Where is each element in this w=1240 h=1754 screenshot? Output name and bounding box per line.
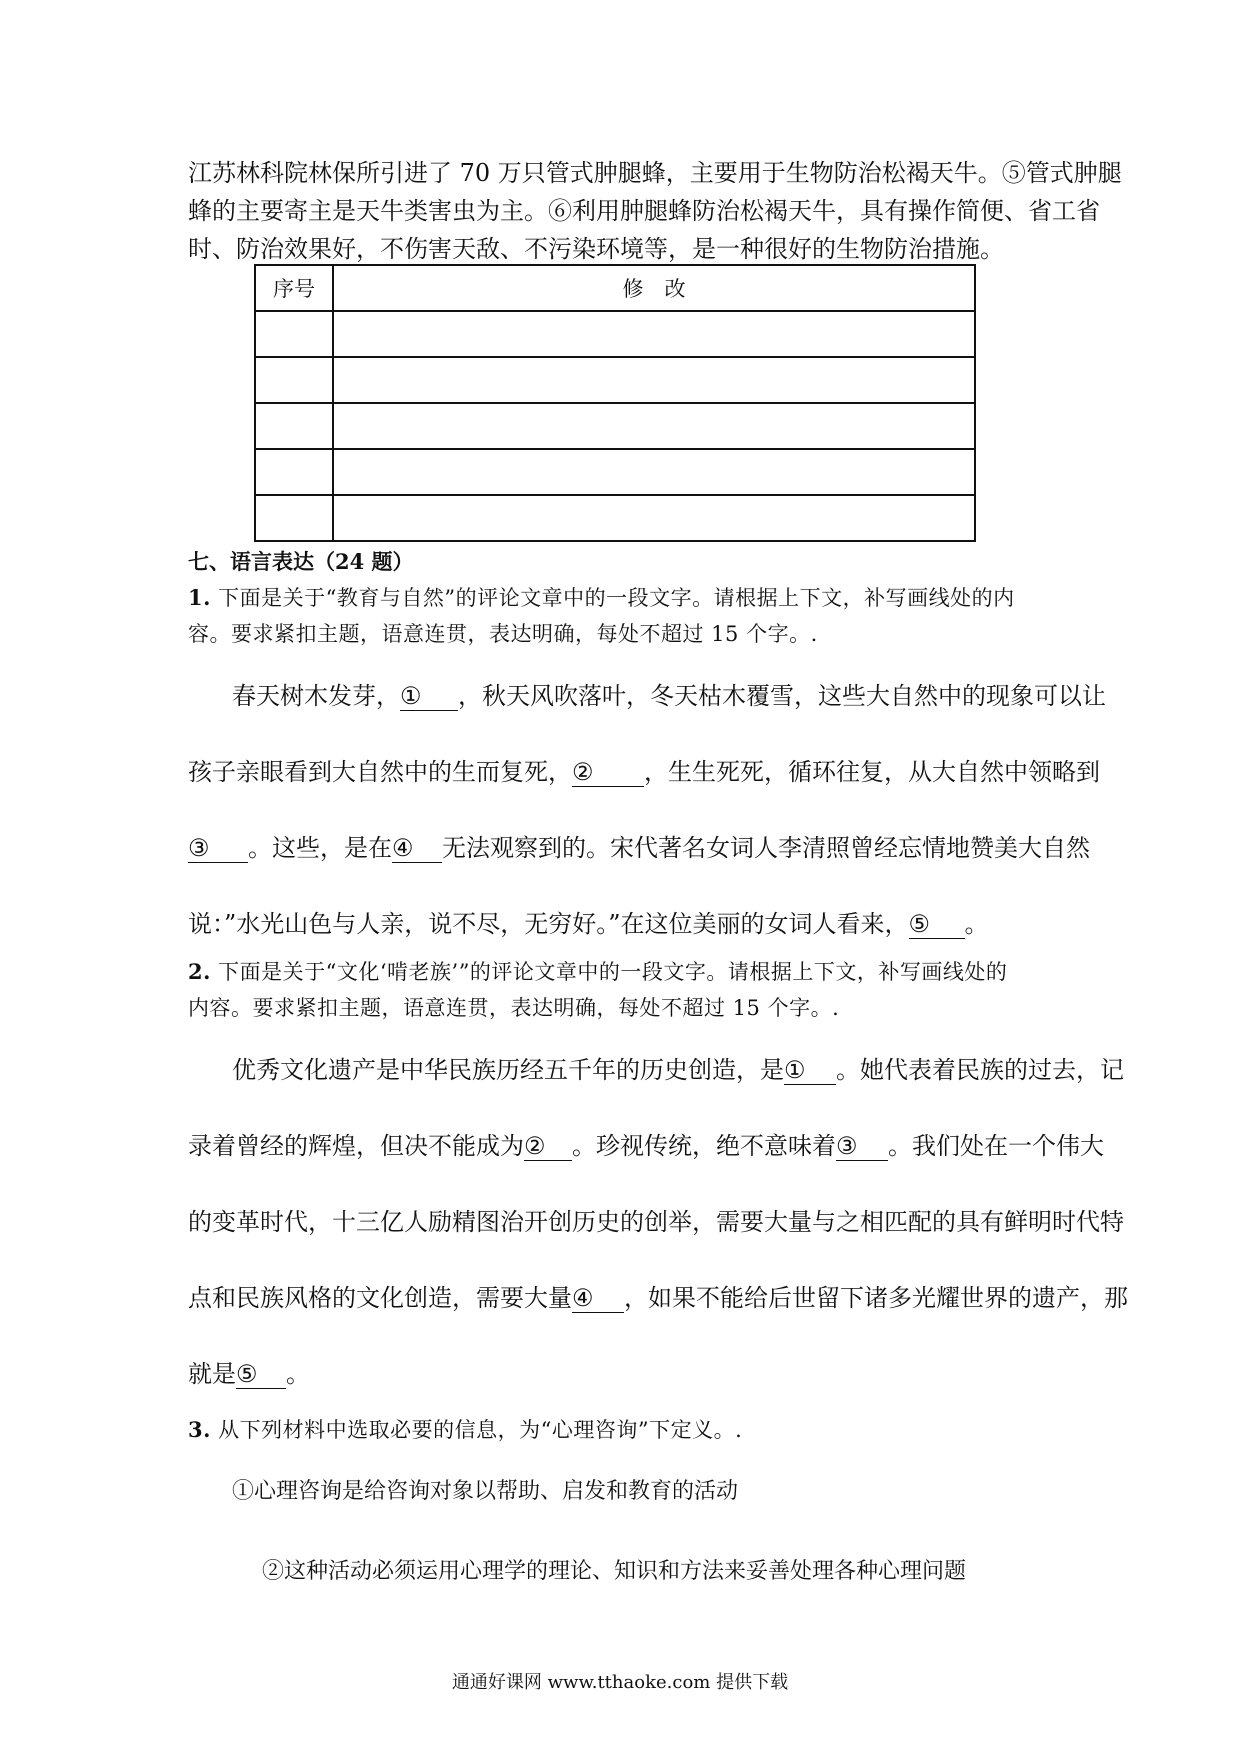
blank-3: ③ [836,1132,888,1161]
intro-line-3: 时、防治效果好，不伤害天敌、不污染环境等，是一种很好的生物防治措施。 [188,235,1004,263]
blank-5: ⑤ [909,910,965,939]
q2-line-1: 2. 下面是关于“文化‘啃老族’”的评论文章中的一段文字。请根据上下文，补写画线处的 [188,959,1008,984]
q1-passage-line-2: 孩子亲眼看到大自然中的生而复死，② ，生生死死，循环往复，从大自然中领略到 [188,758,1100,786]
intro-paragraph [188,154,1122,268]
table-row [255,449,975,495]
table-header-number: 序号 [255,265,333,311]
question-3-prompt [188,1412,1068,1448]
q2-passage-line-4: 点和民族风格的文化创造，需要大量④ ，如果不能给后世留下诸多光耀世界的遗产，那 [188,1284,1128,1312]
q2-passage-line-5: 就是⑤ 。 [188,1360,310,1388]
intro-line-2: 蜂的主要寄主是天牛类害虫为主。⑥利用肿腿蜂防治松褐天牛，具有操作简便、省工省 [188,197,1100,225]
q3-line-1: 3. 从下列材料中选取必要的信息，为“心理咨询”下定义。. [188,1417,743,1442]
section-title: 七、语言表达（24 题） [188,549,414,574]
blank-3: ③ [188,834,248,863]
q1-passage-line-4: 说：”水光山色与人亲，说不尽，无穷好。”在这位美丽的女词人看来，⑤ 。 [188,910,989,938]
q2-line-2: 内容。要求紧扣主题，语意连贯，表达明确，每处不超过 15 个字。. [188,996,840,1020]
q1-passage-line-3: ③ 。这些，是在④ 无法观察到的。宋代著名女词人李清照曾经忘情地赞美大自然 [188,834,1090,862]
blank-4: ④ [392,834,442,863]
page-footer: 通通好课网 www.tthaoke.com 提供下载 [451,1672,789,1693]
q1-line-1: 1. 下面是关于“教育与自然”的评论文章中的一段文字。请根据上下文，补写画线处的内 [188,585,1015,610]
blank-1: ① [784,1056,836,1085]
q3-material-2: ②这种活动必须运用心理学的理论、知识和方法来妥善处理各种心理问题 [262,1559,967,1584]
q2-passage-line-3: 的变革时代，十三亿人励精图治开创历史的创举，需要大量与之相匹配的具有鲜明时代特 [188,1208,1124,1236]
table-row [255,311,975,357]
table-row [255,357,975,403]
q2-passage-line-1: 优秀文化遗产是中华民族历经五千年的历史创造，是① 。她代表着民族的过去，记 [232,1056,1124,1084]
section-heading [188,546,1068,576]
table-header-revision: 修 改 [333,265,975,311]
question-2-prompt [188,954,1068,1026]
blank-2: ② [572,758,644,787]
question-1-prompt [188,580,1068,652]
table-row [255,495,975,541]
q3-material-1: ①心理咨询是给咨询对象以帮助、启发和教育的活动 [232,1479,739,1504]
q1-line-2: 容。要求紧扣主题，语意连贯，表达明确，每处不超过 15 个字。. [188,622,818,646]
blank-1: ① [400,682,458,711]
q2-passage-line-2: 录着曾经的辉煌，但决不能成为② 。珍视传统，绝不意味着③ 。我们处在一个伟大 [188,1132,1104,1160]
blank-4: ④ [572,1284,624,1313]
table-header-row [255,265,975,311]
revision-table [254,264,976,542]
blank-5: ⑤ [236,1360,286,1389]
intro-line-1: 江苏林科院林保所引进了 70 万只管式肿腿蜂，主要用于生物防治松褐天牛。⑤管式肿腿 [188,159,1122,187]
table-row [255,403,975,449]
q1-passage-line-1: 春天树木发芽，① ，秋天风吹落叶，冬天枯木覆雪，这些大自然中的现象可以让 [232,682,1106,710]
blank-2: ② [524,1132,572,1161]
